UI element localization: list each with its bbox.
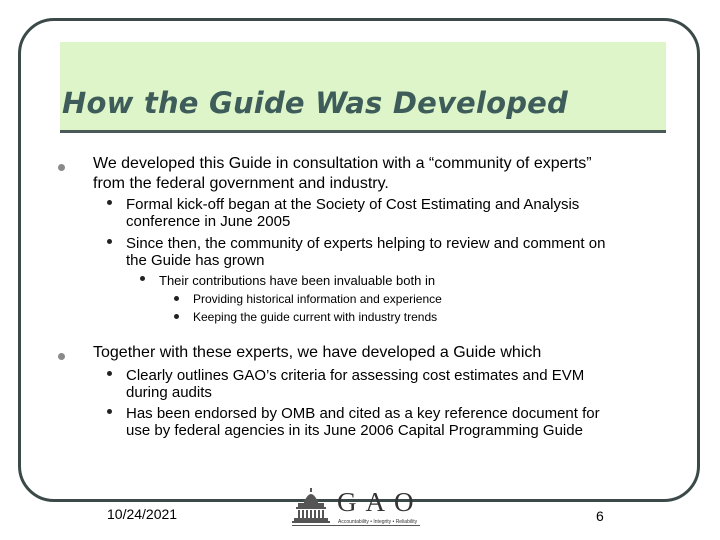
bullet-1-line-1: We developed this Guide in consultation with a “community of experts” xyxy=(93,155,592,172)
bullet-2-line-1: Together with these experts, we have developed a Guide which xyxy=(93,344,542,361)
sub-bullet-icon xyxy=(107,409,112,414)
bullet-1-subsubsub-1: Providing historical information and experience xyxy=(193,292,442,306)
bullet-2-sub-1-line-2: during audits xyxy=(126,384,212,401)
bullet-icon xyxy=(58,353,65,360)
bullet-1-sub-1-line-1: Formal kick-off began at the Society of Cost Estimating and Analysis xyxy=(126,196,580,213)
bullet-1-line-2: from the federal government and industry. xyxy=(93,175,389,192)
sub-sub-sub-bullet-icon xyxy=(174,314,179,319)
page-number: 6 xyxy=(596,508,604,524)
sub-bullet-icon xyxy=(107,239,112,244)
bullet-2-sub-2-line-2: use by federal agencies in its June 2006 Capital Programming Guide xyxy=(126,422,583,439)
bullet-1-sub-2-line-1: Since then, the community of experts helping to review and comment on xyxy=(126,235,606,252)
bullet-icon xyxy=(58,164,65,171)
bullet-1-sub-1-line-2: conference in June 2005 xyxy=(126,213,291,230)
sub-bullet-icon xyxy=(107,200,112,205)
slide-title: How the Guide Was Developed xyxy=(62,86,568,120)
footer-date: 10/24/2021 xyxy=(107,506,178,522)
logo-motto: Accountability • Integrity • Reliability xyxy=(338,519,418,525)
sub-sub-bullet-icon xyxy=(140,276,145,281)
sub-sub-sub-bullet-icon xyxy=(174,296,179,301)
bullet-2-sub-1-line-1: Clearly outlines GAO’s criteria for assessing cost estimates and EVM xyxy=(126,367,585,384)
bullet-1-sub-2-line-2: the Guide has grown xyxy=(126,252,265,269)
capitol-building-icon xyxy=(292,488,330,523)
bullet-2-sub-2-line-1: Has been endorsed by OMB and cited as a key reference document for xyxy=(126,405,600,422)
title-divider xyxy=(60,130,666,133)
bullet-1-subsubsub-2: Keeping the guide current with industry trends xyxy=(193,310,438,324)
logo-text: GAO xyxy=(337,487,423,517)
bullet-1-subsub: Their contributions have been invaluable both in xyxy=(159,273,436,288)
sub-bullet-icon xyxy=(107,371,112,376)
